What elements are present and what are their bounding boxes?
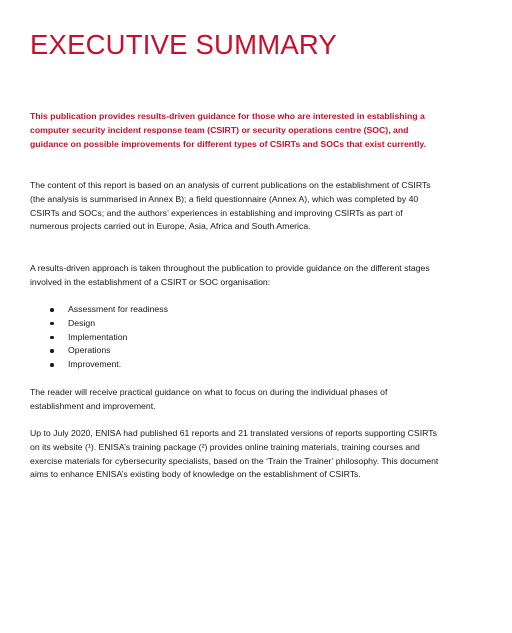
list-item-label: Operations [68,345,111,356]
bullet-icon [50,363,54,367]
list-item-label: Improvement. [68,359,122,370]
body-paragraph-practical-guidance: The reader will receive practical guidance on what to focus on during the individual phases of establishment and improvement. [30,387,388,411]
bullet-icon [50,349,54,353]
list-item-label: Assessment for readiness [68,304,168,314]
page-title: EXECUTIVE SUMMARY [30,29,337,60]
list-item-label: Design [68,317,96,328]
bullet-icon [50,308,54,312]
list-item [30,303,442,317]
body-paragraph-content-basis: The content of this report is based on an analysis of current publications on the establishment of CSIRTs (the analysis is summarised in Annex B); a field questionnaire (Annex A), which was completed by 40 CSIRTs and SOCs; and the authors’ experiences in establishing and improving CSIRTs as part of numerous projects carried out in Europe, Asia, Africa and South America. [30,180,431,232]
list-item [30,331,442,345]
bullet-icon [50,336,54,340]
list-item [30,344,442,358]
stages-list [30,303,442,372]
lead-paragraph: This publication provides results-driven guidance for those who are interested in establishing a computer security incident response team (CSIRT) or security operations centre (SOC), and guidance on possible improvements for different types of CSIRTs and SOCs that exist currently. [30,111,426,149]
list-item-label: Implementation [68,331,128,342]
bullet-icon [50,322,54,326]
body-paragraph-enisa-resources: Up to July 2020, ENISA had published 61 reports and 21 translated versions of reports supporting CSIRTs on its website (¹). ENISA’s training package (²) provides online training materials, training courses and exercise materials for cybersecurity specialists, based on the ‘Train the Trainer’ philosophy. This document aims to enhance ENISA’s existing body of knowledge on the establishment of CSIRTs. [30,428,439,480]
body-paragraph-approach: A results-driven approach is taken throughout the publication to provide guidance on the different stages involved in the establishment of a CSIRT or SOC organisation: [30,263,430,287]
list-item [30,317,442,331]
list-item [30,358,442,372]
